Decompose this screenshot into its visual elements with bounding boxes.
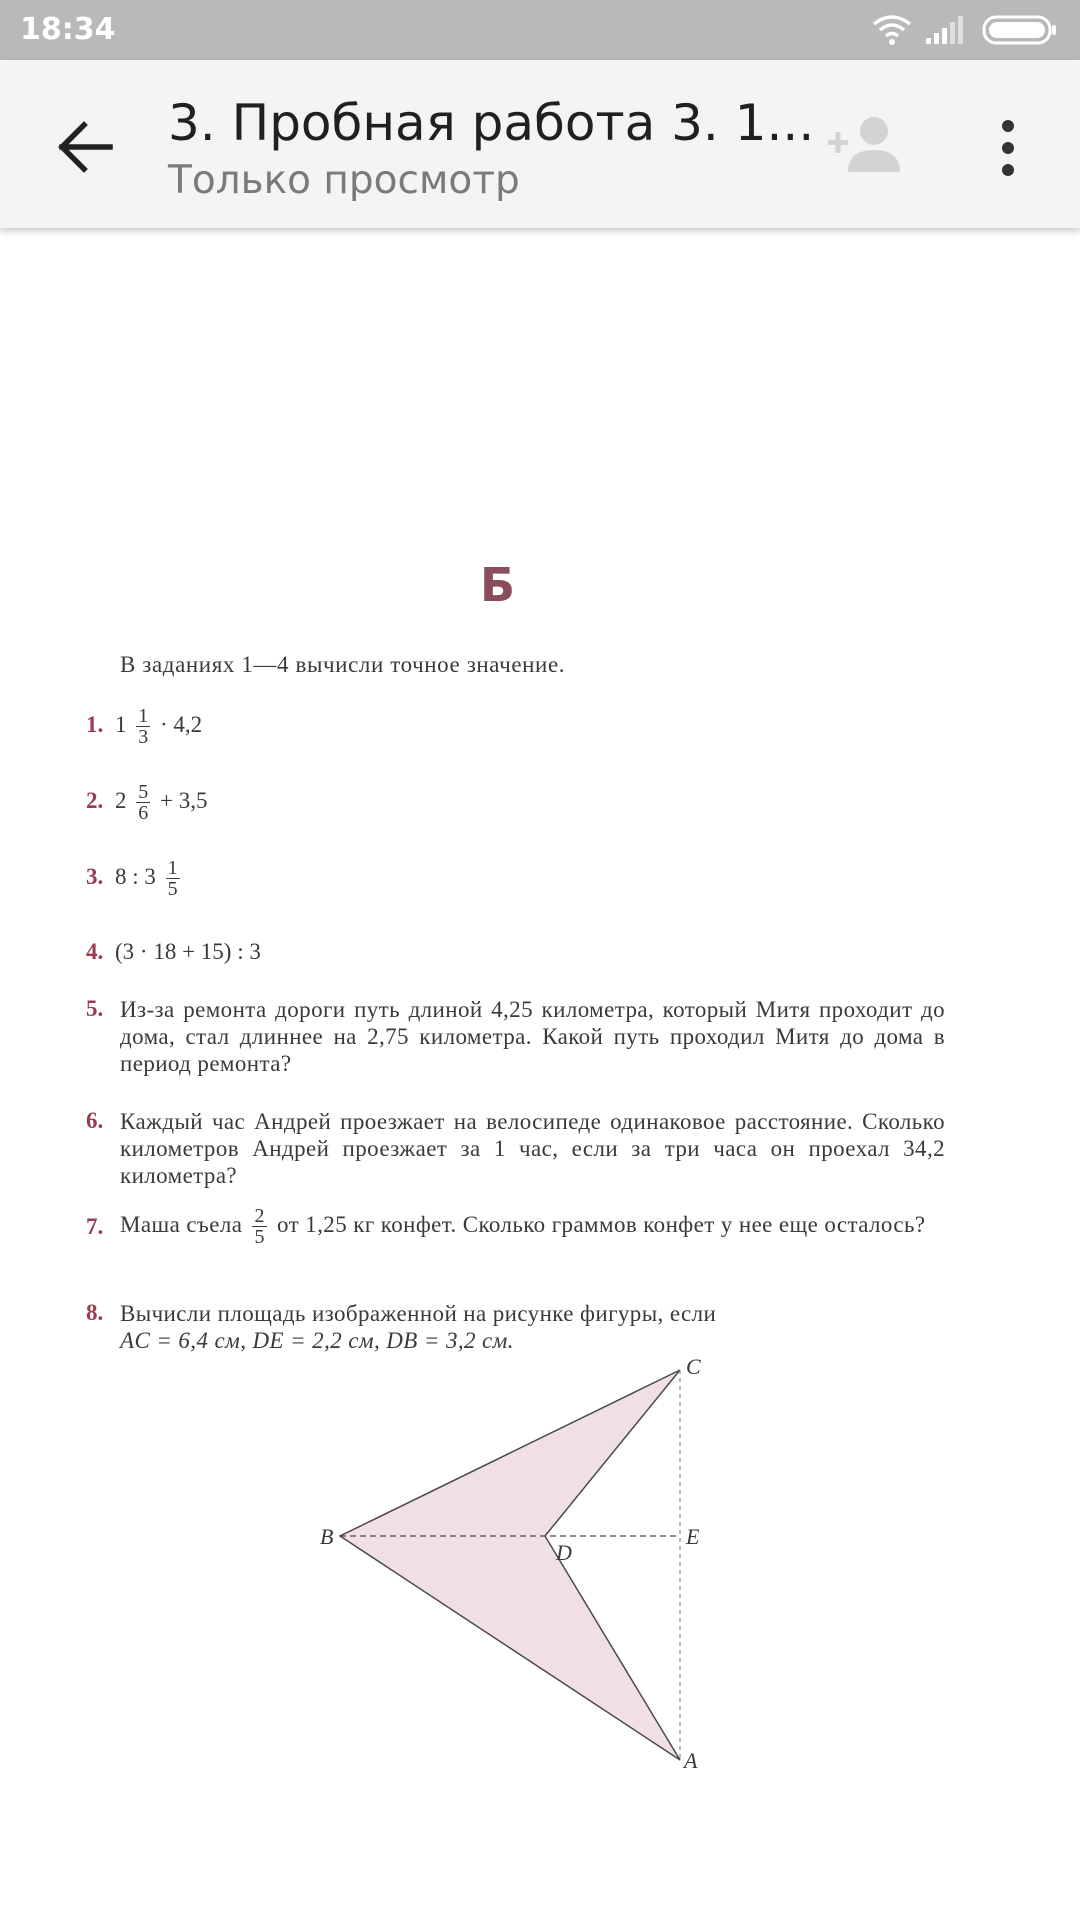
back-arrow-icon [54, 116, 116, 178]
fraction [136, 782, 150, 823]
fraction-denominator: 6 [138, 802, 149, 824]
document-subtitle: Только просмотр [168, 158, 520, 203]
fraction-numerator: 1 [167, 857, 178, 879]
variant-header: Б [480, 558, 516, 612]
problem-7-after: от 1,25 кг конфет. Сколько граммов конфет у нее еще осталось? [277, 1211, 926, 1237]
problem-8-line1: Вычисли площадь изображенной на рисунке фигуры, если [120, 1301, 717, 1326]
task-number: 3. [86, 863, 104, 889]
task-number: 8. [86, 1300, 104, 1325]
more-options-button[interactable] [990, 116, 1026, 180]
task-3 [86, 858, 184, 899]
fraction-numerator: 1 [138, 705, 149, 727]
document-title: 3. Пробная работа 3. 1... [168, 94, 815, 152]
fraction [136, 706, 150, 747]
status-time: 18:34 [20, 12, 116, 47]
fraction-denominator: 3 [138, 726, 149, 748]
fraction [166, 858, 180, 899]
more-vert-icon [990, 116, 1026, 180]
task-number: 2. [86, 787, 104, 813]
fraction-denominator: 5 [254, 1226, 265, 1248]
label-c: C [686, 1356, 701, 1379]
task-number: 7. [86, 1214, 104, 1239]
document-page[interactable] [0, 228, 1080, 1920]
add-person-icon [826, 114, 904, 180]
task-1 [86, 706, 202, 747]
label-b: B [320, 1524, 334, 1549]
label-d: D [556, 1540, 572, 1565]
problem-7-text [120, 1206, 945, 1247]
geometry-figure [300, 1356, 720, 1796]
task-number: 4. [86, 939, 104, 964]
battery-icon [982, 14, 1058, 46]
wifi-icon [872, 14, 912, 46]
fraction-denominator: 5 [167, 878, 178, 900]
task-expression: (3 · 18 + 15) : 3 [115, 939, 261, 964]
problem-8-line2: AC = 6,4 см, DE = 2,2 см, DB = 3,2 см. [120, 1328, 514, 1353]
problem-8-text [120, 1300, 945, 1354]
app-bar [0, 60, 1080, 228]
back-button[interactable] [54, 116, 116, 178]
instruction-text: В заданиях 1—4 вычисли точное значение. [120, 652, 566, 677]
task-whole: 2 [115, 787, 127, 813]
task-number: 5. [86, 996, 104, 1021]
task-whole: 1 [115, 711, 127, 737]
problem-7-before: Маша съела [120, 1211, 243, 1237]
task-expression: · 4,2 [160, 711, 203, 737]
task-expression: 8 : 3 [115, 863, 156, 889]
figure-shape [340, 1370, 680, 1760]
status-bar [0, 0, 1080, 60]
label-e: E [686, 1524, 700, 1549]
add-person-button[interactable] [826, 114, 904, 180]
signal-icon [924, 14, 964, 46]
task-4 [86, 938, 261, 965]
problem-5-text: Из-за ремонта дороги путь длиной 4,25 километра, который Митя проходит до дома, стал длиннее на 2,75 километра. Какой путь проходил Митя до дома в период ремонта? [120, 997, 945, 1076]
label-a: A [684, 1748, 698, 1773]
task-expression: + 3,5 [160, 787, 208, 813]
task-2 [86, 782, 207, 823]
fraction-numerator: 2 [254, 1205, 265, 1227]
problem-6-text: Каждый час Андрей проезжает на велосипеде одинаковое расстояние. Сколько километров Андрей проезжает за 1 час, если за три часа он проехал 34,2 километра? [120, 1109, 945, 1188]
fraction-numerator: 5 [138, 781, 149, 803]
task-number: 1. [86, 711, 104, 737]
task-number: 6. [86, 1108, 104, 1133]
fraction [252, 1206, 266, 1247]
